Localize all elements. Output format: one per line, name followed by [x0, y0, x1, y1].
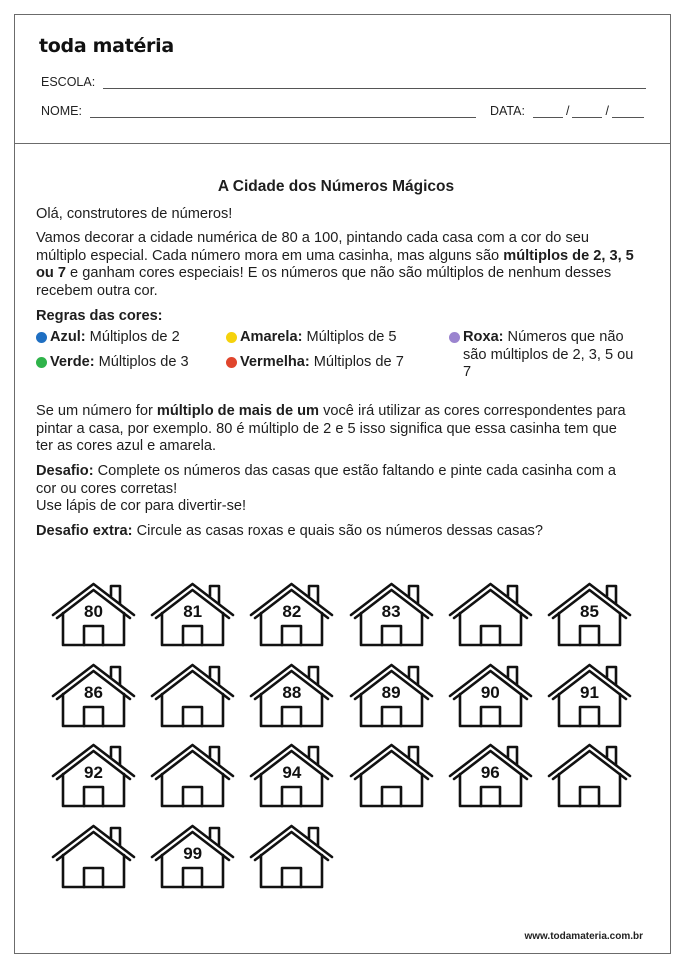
house[interactable] [248, 824, 335, 890]
intro-text: Vamos decorar a cidade numérica de 80 a 100, pintando cada casa com a cor do seu múltiplo especial. Cada número mora em uma casinha, mas alguns são [36, 230, 590, 264]
date-month-line[interactable] [572, 117, 602, 118]
house[interactable] [447, 743, 534, 809]
house-number: 86 [84, 682, 103, 702]
challenge-line2: Use lápis de cor para divertir-se! [36, 498, 247, 515]
yellow-dot-icon [226, 332, 237, 343]
house[interactable] [546, 663, 633, 729]
red-dot-icon [226, 357, 237, 368]
rule-azul [36, 329, 180, 347]
house-icon [149, 663, 236, 729]
rule-roxa-text [463, 329, 639, 382]
rule-roxa [449, 329, 639, 382]
date-separator: / [605, 104, 609, 118]
extra-challenge [36, 523, 636, 541]
rule-vermelha [226, 354, 404, 372]
color-rules [36, 329, 636, 385]
house-icon [348, 743, 435, 809]
intro-paragraph [36, 230, 636, 300]
house-icon [50, 824, 137, 890]
rule-text: Múltiplos de 3 [98, 354, 189, 371]
rule-color-name: Roxa: [463, 329, 504, 346]
worksheet-content [36, 178, 636, 547]
date-day-line[interactable] [533, 117, 563, 118]
nome-label: NOME: [41, 104, 82, 118]
worksheet-header [15, 15, 670, 144]
house[interactable] [546, 743, 633, 809]
house[interactable] [348, 743, 435, 809]
escola-label: ESCOLA: [41, 75, 96, 89]
brand-logo: toda matéria [39, 35, 174, 57]
escola-field [41, 75, 646, 89]
rule-verde [36, 354, 189, 372]
blue-dot-icon [36, 332, 47, 343]
greeting: Olá, construtores de números! [36, 205, 233, 222]
house[interactable] [149, 743, 236, 809]
house-number: 92 [84, 763, 103, 782]
rule-color-name: Vermelha: [240, 354, 310, 371]
challenge-text: Complete os números das casas que estão faltando e pinte cada casinha com a cor ou cores corretas! [36, 462, 617, 497]
house[interactable] [348, 663, 435, 729]
rules-heading: Regras das cores: [36, 307, 163, 324]
green-dot-icon [36, 357, 47, 368]
nome-field [41, 104, 646, 118]
rule-text: Múltiplos de 7 [313, 354, 404, 371]
house[interactable] [248, 663, 335, 729]
house[interactable] [546, 582, 633, 648]
house[interactable] [50, 582, 137, 648]
worksheet-title: A Cidade dos Números Mágicos [217, 178, 455, 195]
extra-label: Desafio extra: [36, 522, 133, 539]
house[interactable] [447, 663, 534, 729]
house-number: 99 [183, 843, 203, 863]
date-year-line[interactable] [612, 117, 644, 118]
house[interactable] [248, 743, 335, 809]
house-number: 80 [84, 602, 103, 621]
house[interactable] [50, 824, 137, 890]
house-icon [248, 824, 335, 890]
house[interactable] [149, 582, 236, 648]
intro-bold: múltiplos de 2, 3, 5 ou 7 [36, 247, 634, 282]
data-label: DATA: [489, 104, 525, 118]
rule-amarela [226, 329, 397, 347]
house[interactable] [50, 743, 137, 809]
rule-color-name: Verde: [50, 354, 95, 371]
intro-text-end: e ganham cores especiais! E os números que não são múltiplos de nenhum desses recebem outra cor. [36, 265, 612, 299]
house-number: 96 [480, 763, 500, 782]
challenge-label: Desafio: [36, 462, 94, 479]
house-icon [546, 743, 633, 809]
rule-color-name: Azul: [50, 329, 86, 346]
date-separator: / [565, 104, 570, 118]
rule-text: Múltiplos de 2 [89, 329, 180, 346]
escola-line[interactable] [103, 88, 646, 89]
house-icon [447, 582, 534, 648]
house-number: 94 [282, 763, 302, 782]
multi-bold: múltiplo de mais de um [156, 403, 320, 420]
extra-text: Circule as casas roxas e quais são os números dessas casas? [132, 522, 543, 539]
nome-line[interactable] [90, 117, 476, 118]
house-grid [50, 582, 640, 892]
footer-site: www.todamateria.com.br [524, 931, 643, 942]
multiple-paragraph [36, 403, 636, 456]
house-number: 88 [282, 682, 302, 702]
rule-text: Múltiplos de 5 [306, 329, 397, 346]
house-number: 90 [480, 682, 500, 702]
house-number: 91 [580, 682, 599, 702]
multi-text-end: você irá utilizar as cores correspondentes para pintar a casa, por exemplo. 80 é múltiplo de 2 e 5 isso significa que essa casinha tem que ter as cores azul e amarela. [36, 403, 626, 455]
rule-text: Números que não são múltiplos de 2, 3, 5 ou 7 [463, 329, 634, 381]
house-number: 82 [282, 602, 302, 621]
purple-dot-icon [449, 332, 460, 343]
house-number: 81 [183, 602, 203, 621]
house[interactable] [149, 663, 236, 729]
house-number: 85 [580, 602, 599, 621]
house[interactable] [149, 824, 236, 890]
house[interactable] [447, 582, 534, 648]
multi-text: Se um número for [36, 403, 157, 420]
rule-color-name: Amarela: [240, 329, 303, 346]
house[interactable] [348, 582, 435, 648]
house[interactable] [248, 582, 335, 648]
house-number: 89 [381, 682, 401, 702]
house-number: 83 [381, 602, 401, 621]
house[interactable] [50, 663, 137, 729]
house-icon [149, 743, 236, 809]
challenge-paragraph [36, 463, 636, 516]
